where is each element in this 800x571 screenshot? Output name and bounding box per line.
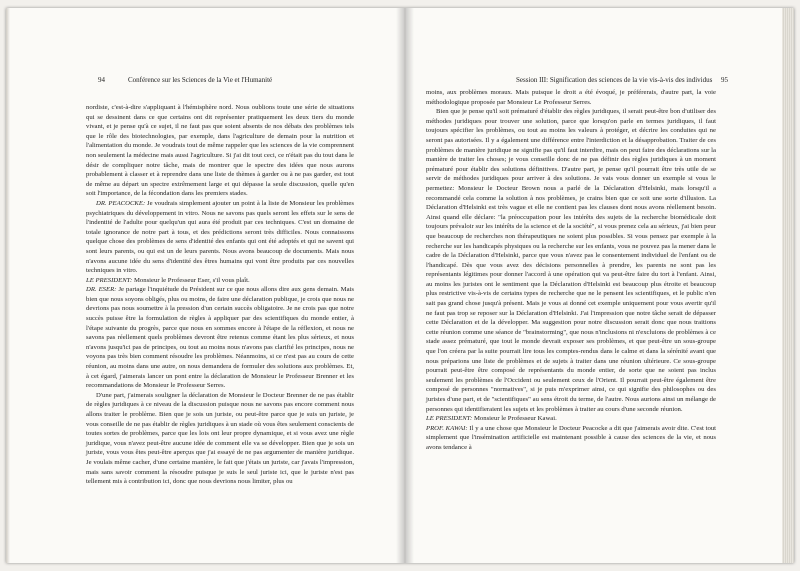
book-gutter [396, 8, 414, 563]
left-page-number: 94 [98, 76, 105, 84]
paragraph: LE PRESIDENT: Monsieur le Professeur Kawai. [426, 415, 557, 423]
right-page [416, 8, 776, 563]
paragraph: D'une part, j'aimerais souligner la déclaration de Monsieur le Docteur Brenner de ne pas établir de règles juridiques à ce niveau de la discussion puisque nous ne savons pas encore comment nous allons traiter le problème. Bien que je sois un juriste, ou peut-être parce que je suis un juriste, je vous conseille de ne pas établir de règles juridiques à un stade où vous êtes seulement conscients de toutes sortes de problèmes, parce que les lois ont leur propre dynamique, et si vous avez une règle juridique, vous n'avez peut-être aucune idée de comment elle va se développer. Bien que je sois un juriste, vous vous êtes peut-être aperçus que j'ai essayé de ne pas argumenter de manière juridique. Je voulais même cacher, d'une certaine manière, le fait que j'étais un juriste, car j'avais l'impression, mais sans savoir comment la résoudre puisque je suis le seul juriste ici, que le juriste n'est pas tellement mis à contribution ici, donc que nous devrions nous limiter, plus ou [86, 391, 354, 486]
paragraph: PROF. KAWAI: Il y a une chose que Monsieur le Docteur Peacocke a dit que j'aimerais avoir dite. C'est tout simplement que l'insémination artificielle est maintenant possible à cause des sciences de la vie, et nous avons tendance à [426, 424, 716, 451]
paragraph: nordiste, c'est-à-dire s'appliquant à l'hémisphère nord. Nous oublions toute une série de situations qui se dessinent dans ce que certains ont dit représenter pratiquement les deux tiers du monde vivant, et je pense qu'à ce sujet, il ne faut pas que soient absents de nos débats des problèmes tels que le rôle des biotechnologies, par exemple, dans l'agriculture de demain pour la nutrition et l'alimentation du monde. Je voudrais tout de même rappeler que les sciences de la vie comprennent non seulement la médecine mais aussi l'agriculture. Si j'ai dit tout ceci, ce n'était pas du tout dans le désir de compliquer notre tâche, mais de montrer que le spectre des idées que nous aurons probablement à classer et à reprendre dans une liste de thèmes à garder ou à ne pas garder, est tout de même au départ un spectre extrêmement large et qui dépasse la seule discussion, quelle qu'en soit l'importance, de la fécondation dans les premiers stades. [86, 104, 354, 198]
left-page-edge [6, 8, 10, 563]
speaker-name: DR. PEACOCKE: [96, 199, 146, 207]
speaker-name: LE PRESIDENT: [86, 276, 133, 284]
speaker-name: DR. ESER: [86, 286, 117, 294]
left-page-body [86, 103, 354, 487]
right-page-edges [782, 8, 794, 563]
speaker-name: PROF. KAWAI: [426, 424, 468, 432]
book-spread [6, 8, 794, 563]
paragraph: LE PRESIDENT: Monsieur le Professeur Eser, s'il vous plaît. [86, 276, 250, 284]
paragraph: DR. ESER: Je partage l'inquiétude du Président sur ce que nous allons dire aux gens demain. Mais bien que nous soyons obligés, plus ou moins, de faire une déclaration publique, je crois que nous ne devrions pas nous soumettre à la pression d'un certain succès obligatoire. Je ne crois pas que notre succès puisse être la formulation de règles à appliquer par des scientifiques du monde entier, à l'étape suivante du progrès, parce que nous en sommes encore à l'étape de la réflexion, et nous ne savons pas réellement quels problèmes devront être retenus comme étant les plus sérieux, et nous n'avons jusqu'ici pas de principes, ou tout au moins nous n'avons pas clarifié les principes, nous ne voyons pas très bien comment résoudre les problèmes. Néanmoins, si ce n'est pas au cours de cette réunion, au moins dans une autre, on nous demandera de formuler des solutions aux problèmes. Et, à cet égard, j'aimerais lancer un pont entre la déclaration de Monsieur le Professeur Brenner et les recommandations de Monsieur le Professeur Serres. [86, 286, 354, 390]
right-page-number: 95 [721, 76, 728, 84]
paragraph: moins, aux problèmes moraux. Mais puisque le droit a été évoqué, je préférerais, d'autre part, la voie méthodologique proposée par Monsieur Le Professeur Serres. [426, 89, 716, 106]
left-page [18, 8, 394, 563]
right-page-body [426, 88, 716, 453]
left-running-title: Conférence sur les Sciences de la Vie et l'Humanité [128, 76, 273, 84]
paragraph: DR. PEACOCKE: Je voudrais simplement ajouter un point à la liste de Monsieur les problèmes psychiatriques du développement in vitro. Nous ne savons pas quels seront les effets sur le sens de l'indentité de l'adulte pour quelqu'un qui aura été produit par ces techniques. C'est un domaine de totale ignorance de notre part à tous, et des prédictions seront très difficiles. Nous connaissons quelque chose des problèmes de sens d'identité des enfants qui ont été adoptés et qui ne savent qui sont leurs parents, ou qui est un de leurs parents. Nous avons beaucoup de documents. Mais nous n'avons aucune idée du sens d'identité des êtres humains qui vont être produits par ces nouvelles techniques in vitro. [86, 199, 355, 275]
speaker-name: LE PRESIDENT: [426, 415, 473, 423]
right-running-title: Session III: Signification des sciences de la vie vis-à-vis des individus [516, 76, 713, 84]
paragraph: Bien que je pense qu'il soit prématuré d'établir des règles juridiques, il serait peut-être bon d'utiliser des méthodes juridiques pour trouver une solution, parce que lorsqu'on parle en termes juridiques, il faut toujours spécifier les problèmes, ou tout au moins les valeurs à protéger, et décrire les conduites qui ne seront pas autorisées. Il y a également une différence entre l'interdiction et la désapprobation. Traiter de ces problèmes de manière juridique ne signifie pas qu'il faut interdire, mais on peut faire des déclarations sur la manière de traiter les choses; je vous conseille donc de ne pas définir des règles juridiques à un moment prématuré pour établir des solutions définitives. D'autre part, je pense qu'il pourrait être très utile de se servir de méthodes juridiques pour arriver à des solutions. Je vais vous donner un exemple si vous le permettez: Monsieur le Docteur Brown nous a parlé de la Déclaration d'Helsinki, mais lorsqu'il a recommandé cela comme la solution à nos problèmes, je crains bien que ce soit une sorte d'illusion. La Déclaration d'Helsinki est très vague et elle ne contient pas les clauses dont nous avons réellement besoin. Ainsi quand elle déclare: "la préoccupation pour les intérêts des sujets de la recherche biomédicale doit toujours prévaloir sur les intérêts de la science et de la société", si vous prenez cela au sérieux, j'ai bien peur que beaucoup de recherches non thérapeutiques ne soient plus possibles. Si vous pensez par exemple à la recherche sur les handicapés physiques ou la recherche sur les enfants, vous ne pouvez pas la mener dans le cadre de la Déclaration d'Helsinki, parce que vous n'avez pas le consentement individuel de l'enfant ou de l'handicapé. Dès que vous avez des décisions personnelles à prendre, les parents ne sont pas les représentants légitimes pour donner l'accord à une opération qui va peut-être faire du tort à l'enfant. Ainsi, au moins les juristes ont le sentiment que la Déclaration d'Helsinki est beaucoup plus étroite et beaucoup plus restrictive vis-à-vis de certains types de recherche que ne le pensent les scientifiques, et le public n'en sait pas grand chose jusqu'à présent. Mais je vous ai donné cet exemple uniquement pour vous avertir qu'il ne faut pas trop se reposer sur la Déclaration d'Helsinki. J'ai l'impression que notre tâche serait de dépasser cette Déclaration et de la développer. Ma suggestion pour notre discussion serait donc que nous traitions cette réunion comme une séance de "brainstorming", que nous n'inclusions ni n'excluions de problèmes à ce stade assez prématuré, que tout le monde devrait exposer ses problèmes, et que peut-être un sous-groupe que l'on créera par la suite pourrait lire tous les comptes-rendus dans le calme et dans la sérénité avant que nous préparions une liste de problèmes et de sujets à traiter dans une réunion ultérieure. Ce sous-groupe pourrait peut-être être composé de représentants du monde entier, de sorte que ne soient pas inclus seulement les problèmes de l'Occident ou seulement ceux de l'Orient. Il pourrait peut-être également être composé de personnes "normatives", si je puis m'exprimer ainsi, ce qui signifie des philosophes ou des juristes d'une part, et de "scientifiques" au sens étroit du terme, de l'autre. Nous aurions ainsi un mélange de personnes qui identifieraient les sujets et les problèmes à traiter au cours d'une seconde réunion. [426, 108, 716, 413]
